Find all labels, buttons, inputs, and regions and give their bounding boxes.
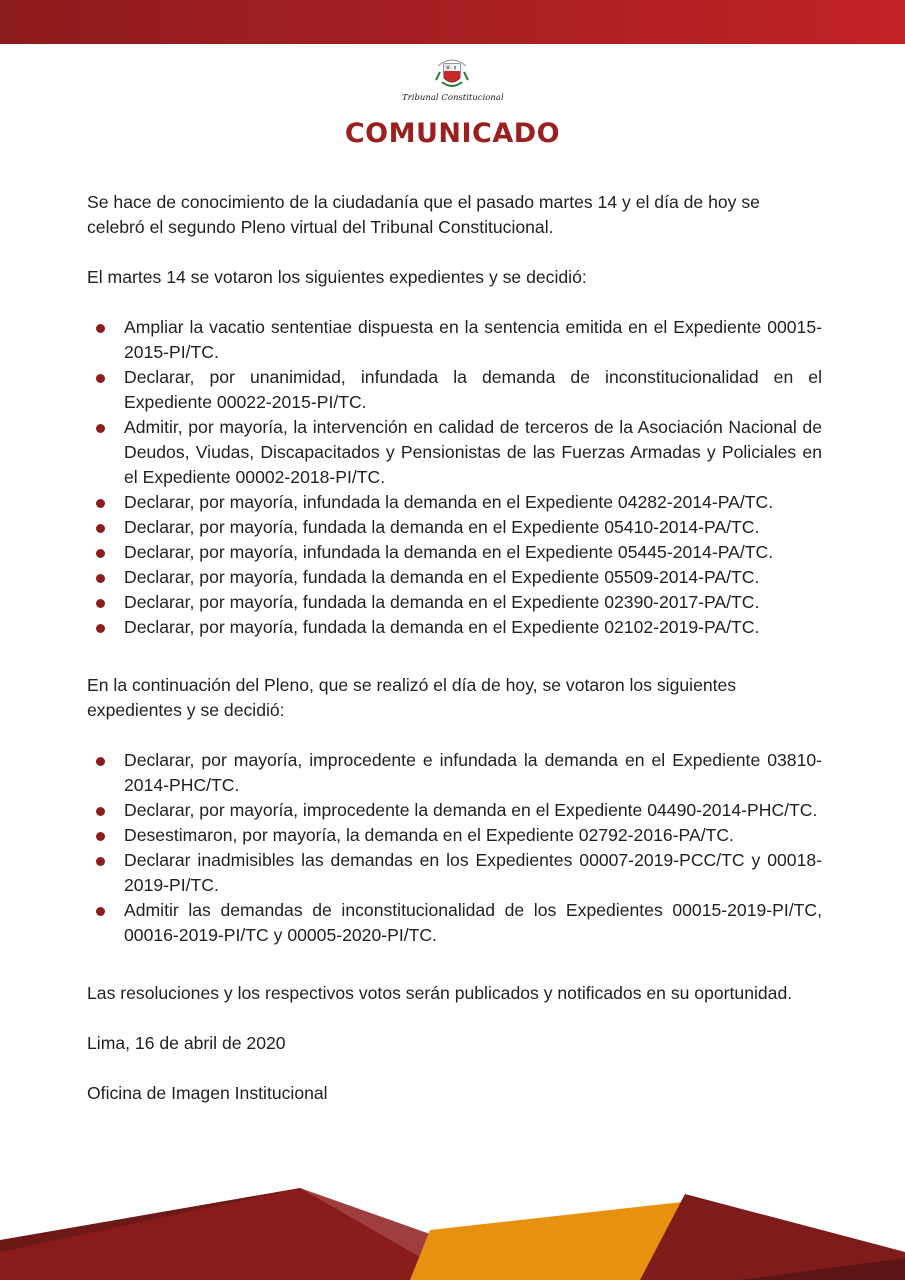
list-item: Declarar, por mayoría, improcedente la demanda en el Expediente 04490-2014-PHC/TC. [87, 798, 822, 823]
footer-decoration [0, 1180, 905, 1280]
tribunal-logo [402, 52, 502, 110]
signature-line: Oficina de Imagen Institucional [87, 1083, 328, 1103]
coat-of-arms-icon [432, 52, 472, 92]
section1-list [87, 315, 822, 640]
page-title: COMUNICADO [344, 118, 561, 149]
list-item: Admitir, por mayoría, la intervención en calidad de terceros de la Asociación Nacional de Deudos, Viudas, Discapacitados y Pensionistas de las Fuerzas Armadas y Policiales en el Expediente 00002-2018-PI/TC. [87, 415, 822, 490]
bullet-icon [96, 574, 105, 583]
top-banner-bar [0, 0, 905, 44]
bullet-icon [96, 599, 105, 608]
list-item: Declarar, por mayoría, improcedente e infundada la demanda en el Expediente 03810-2014-PHC/TC. [87, 748, 822, 798]
section2-list [87, 748, 822, 948]
bullet-icon [96, 549, 105, 558]
bullet-icon [96, 832, 105, 841]
section1-heading: El martes 14 se votaron los siguientes expedientes y se decidió: [87, 267, 587, 287]
bullet-icon [96, 374, 105, 383]
list-item: Declarar inadmisibles las demandas en los Expedientes 00007-2019-PCC/TC y 00018-2019-PI/TC. [87, 848, 822, 898]
bullet-icon [96, 807, 105, 816]
list-item: Declarar, por mayoría, fundada la demanda en el Expediente 05410-2014-PA/TC. [87, 515, 822, 540]
date-line: Lima, 16 de abril de 2020 [87, 1033, 286, 1053]
bullet-icon [96, 424, 105, 433]
list-item: Declarar, por mayoría, infundada la demanda en el Expediente 05445-2014-PA/TC. [87, 540, 822, 565]
list-item: Declarar, por unanimidad, infundada la demanda de inconstitucionalidad en el Expediente 00022-2015-PI/TC. [87, 365, 822, 415]
list-item: Declarar, por mayoría, fundada la demanda en el Expediente 05509-2014-PA/TC. [87, 565, 822, 590]
bullet-icon [96, 499, 105, 508]
bullet-icon [96, 324, 105, 333]
bullet-icon [96, 624, 105, 633]
bullet-icon [96, 857, 105, 866]
document-body [87, 190, 822, 1106]
bullet-icon [96, 757, 105, 766]
list-item: Declarar, por mayoría, fundada la demanda en el Expediente 02102-2019-PA/TC. [87, 615, 822, 640]
section2-heading: En la continuación del Pleno, que se realizó el día de hoy, se votaron los siguientes expedientes y se decidió: [87, 675, 737, 720]
bullet-icon [96, 524, 105, 533]
closing-paragraph: Las resoluciones y los respectivos votos serán publicados y notificados en su oportunidad. [87, 983, 793, 1003]
bullet-icon [96, 907, 105, 916]
list-item: Desestimaron, por mayoría, la demanda en el Expediente 02792-2016-PA/TC. [87, 823, 822, 848]
list-item: Declarar, por mayoría, fundada la demanda en el Expediente 02390-2017-PA/TC. [87, 590, 822, 615]
list-item: Admitir las demandas de inconstitucionalidad de los Expedientes 00015-2019-PI/TC, 00016-2019-PI/TC y 00005-2020-PI/TC. [87, 898, 822, 948]
intro-paragraph: Se hace de conocimiento de la ciudadanía que el pasado martes 14 y el día de hoy se celebró el segundo Pleno virtual del Tribunal Constitucional. [87, 192, 760, 237]
institution-name: Tribunal Constitucional [402, 93, 504, 103]
list-item: Declarar, por mayoría, infundada la demanda en el Expediente 04282-2014-PA/TC. [87, 490, 822, 515]
list-item: Ampliar la vacatio sententiae dispuesta en la sentencia emitida en el Expediente 00015-2015-PI/TC. [87, 315, 822, 365]
